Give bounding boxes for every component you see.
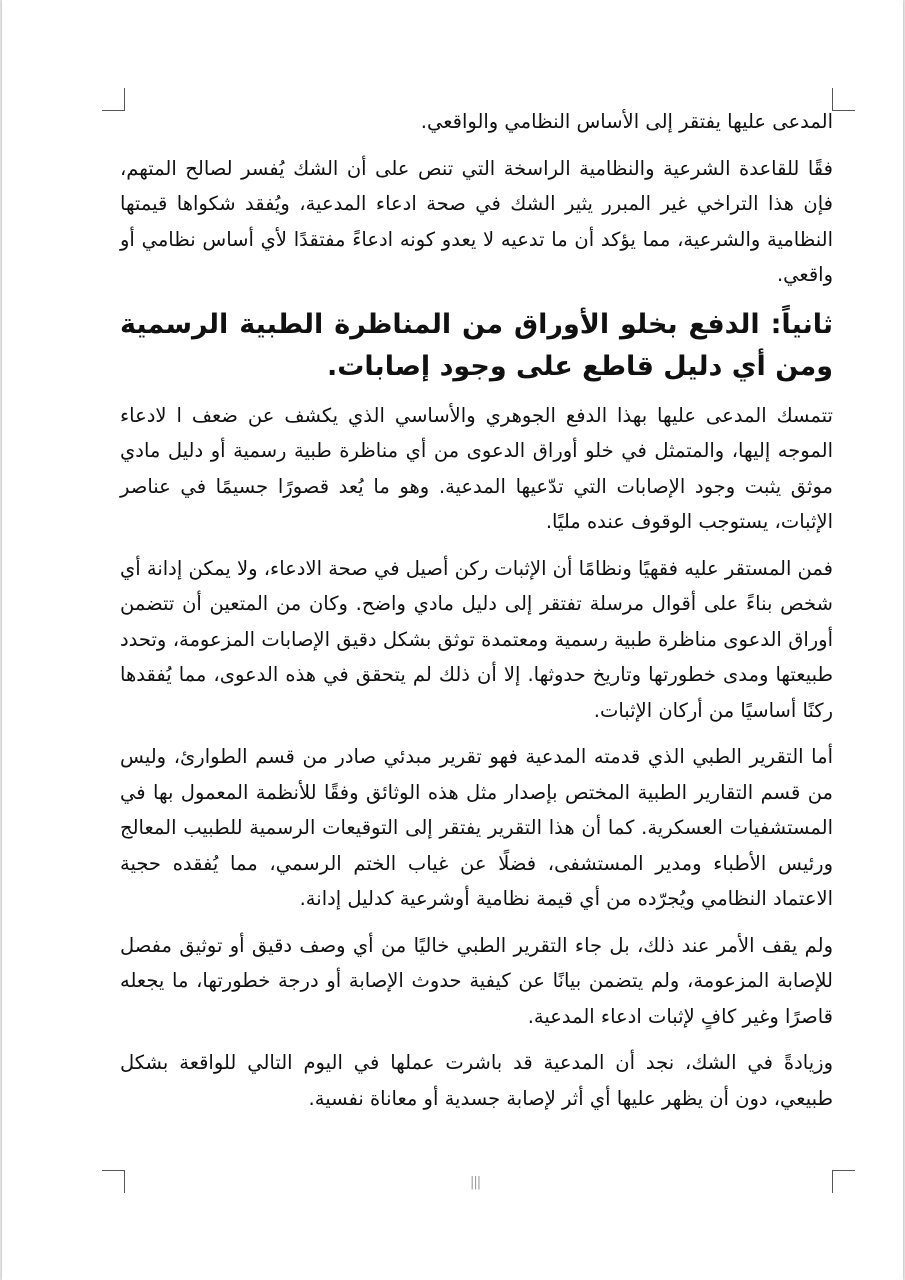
- paragraph-doubt-principle: فقًا للقاعدة الشرعية والنظامية الراسخة التي تنص على أن الشك يُفسر لصالح المتهم، فإن هذا التراخي غير المبرر يثير الشك في صحة ادعاء المدعية، ويُفقد شكواها قيمتها النظامية والشرعية، مما يؤكد أن ما تدعيه لا يعدو كونه ادعاءً مفتقدًا لأي أساس نظامي أو واقعي.: [120, 156, 833, 286]
- paragraph-report-deficiency: ولم يقف الأمر عند ذلك، بل جاء التقرير الطبي خاليًا من أي وصف دقيق أو توثيق مفصل للإصابة المزعومة، ولم يتضمن بيانًا عن كيفية حدوث الإصابة أو درجة خطورتها، ما يجعله قاصرًا وغير كافٍ لإثبات ادعاء المدعية.: [120, 933, 833, 1028]
- paragraph-proof-principle: فمن المستقر عليه فقهيًا ونظامًا أن الإثبات ركن أصيل في صحة الادعاء، ولا يمكن إدانة أي شخص بناءً على أقوال مرسلة تفتقر إلى دليل مادي واضح. وكان من المتعين أن تتضمن أوراق الدعوى مناظرة طبية رسمية ومعتمدة توثق بشكل دقيق الإصابات المزعومة، وتحدد طبيعتها ومدى خطورتها وتاريخ حدوثها. إلا أن ذلك لم يتحقق في هذه الدعوى، مما يُفقدها ركنًا أساسيًا من أركان الإثبات.: [120, 556, 833, 722]
- page-scroll-grip[interactable]: |||: [470, 1175, 481, 1190]
- crop-mark-bottom-left: [102, 1170, 125, 1193]
- section-heading-second-defense: ثانياً: الدفع بخلو الأوراق من المناظرة الطبية الرسمية ومن أي دليل قاطع على وجود إصابات.: [120, 308, 833, 382]
- paragraph-continuation: المدعى عليها يفتقر إلى الأساس النظامي والواقعي.: [420, 110, 833, 133]
- crop-mark-top-right: [832, 88, 855, 111]
- crop-mark-bottom-right: [832, 1170, 855, 1193]
- document-page: [2, 0, 903, 1280]
- document-body: [120, 104, 833, 1127]
- paragraph-returned-to-work: وزيادةً في الشك، نجد أن المدعية قد باشرت عملها في اليوم التالي للواقعة بشكل طبيعي، دون أن يظهر عليها أي أثر لإصابة جسدية أو معاناة نفسية.: [120, 1051, 833, 1110]
- paragraph-medical-report: أما التقرير الطبي الذي قدمته المدعية فهو تقرير مبدئي صادر من قسم الطوارئ، وليس من قسم التقارير الطبية المختص بإصدار مثل هذه الوثائق وفقًا للأنظمة المعمول بها في المستشفيات العسكرية. كما أن هذا التقرير يفتقر إلى التوقيعات الرسمية للطبيب المعالج ورئيس الأطباء ومدير المستشفى، فضلًا عن غياب الختم الرسمي، مما يُفقده حجية الاعتماد النظامي ويُجرّده من أي قيمة نظامية أوشرعية كدليل إدانة.: [120, 745, 833, 910]
- paragraph-defense-intro: تتمسك المدعى عليها بهذا الدفع الجوهري والأساسي الذي يكشف عن ضعف ا لادعاء الموجه إليها، والمتمثل في خلو أوراق الدعوى من أي مناظرة طبية رسمية أو دليل مادي موثق يثبت وجود الإصابات التي تدّعيها المدعية. وهو ما يُعد قصورًا جسيمًا في عناصر الإثبات، يستوجب الوقوف عنده مليًا.: [120, 403, 833, 533]
